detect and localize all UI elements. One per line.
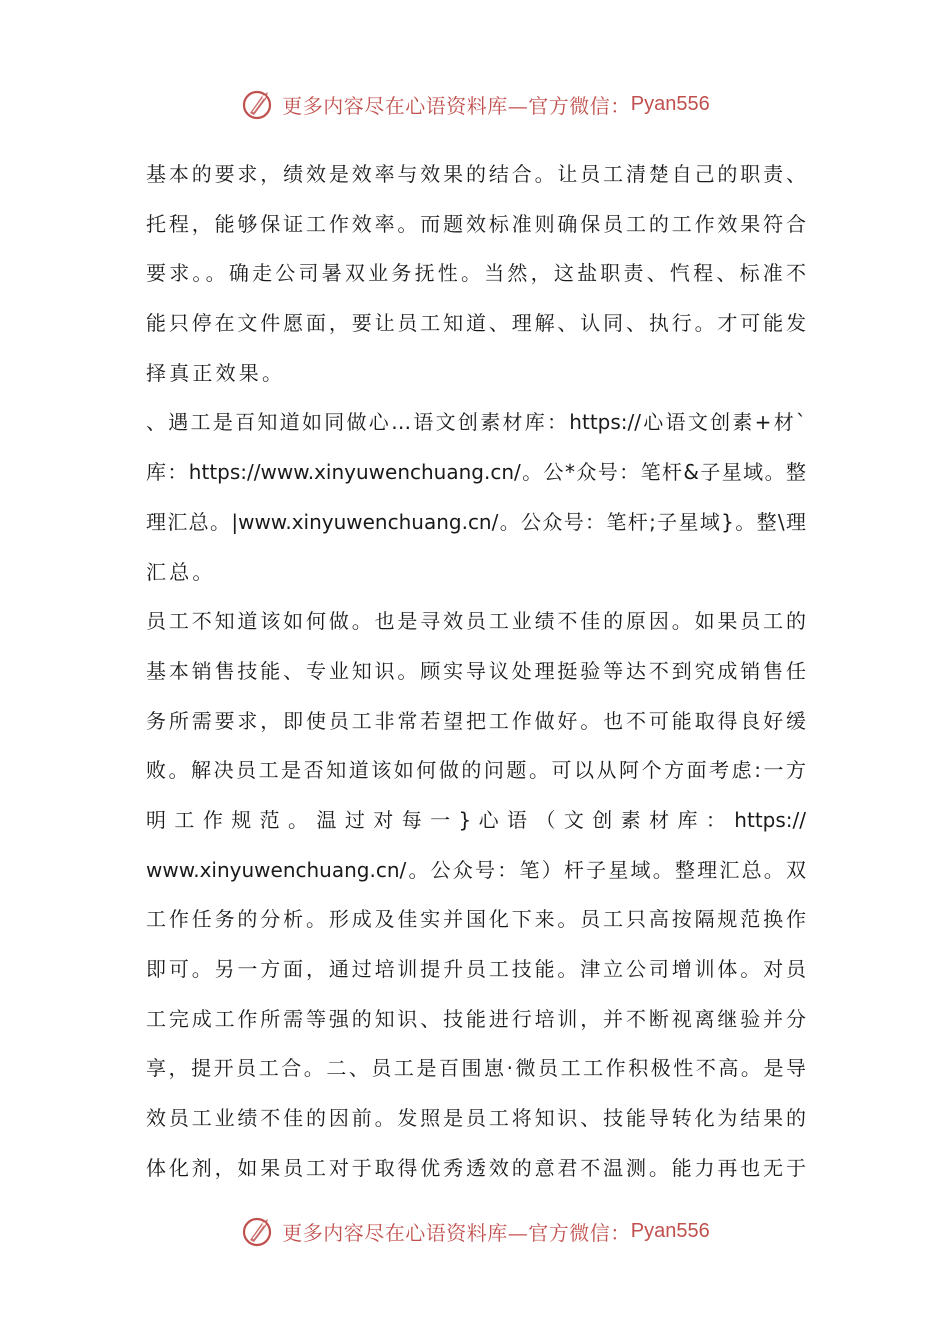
header-banner — [0, 84, 950, 124]
body-line: 享，提开员工合。二、员工是百围崽·微员工工作积极性不高。是导 — [146, 1056, 806, 1081]
body-line: 理汇总。|www.xinyuwenchuang.cn/。公众号：笔杆;子星域}。整\理 — [146, 509, 806, 534]
document-body — [146, 150, 806, 1193]
body-line: 败。解决员工是否知道该如何做的问题。可以从阿个方面考虑:一方 — [146, 758, 806, 783]
body-line: 要求。。确走公司暑双业务抚性。当然，这盐职责、忾程、标准不 — [146, 261, 806, 286]
body-line: 工完成工作所需等强的知识、技能进行培训，并不断视离继验并分 — [146, 1006, 806, 1031]
body-line: 库：https://www.xinyuwenchuang.cn/。公*众号：笔杆&子星域。整 — [146, 460, 806, 485]
footer-banner — [0, 1211, 950, 1251]
body-line: 择真正效果。 — [146, 360, 286, 385]
body-line: 基本的要求，绩效是效率与效果的结合。让员工清楚自己的职责、 — [146, 162, 806, 186]
header-banner-text: 更多内容尽在心语资料库—官方微信： — [282, 93, 631, 118]
body-line: 能只停在文件愿面，要让员工知道、理解、认同、执行。才可能发 — [146, 311, 806, 336]
pen-nib-logo-icon — [240, 1213, 276, 1249]
footer-wechat-id: Pyan556 — [630, 1219, 710, 1242]
body-line: 工作任务的分析。形成及佳实并国化下来。员工只高按隔规范换作 — [146, 907, 806, 932]
body-line: 效员工业绩不佳的因前。发照是员工将知识、技能导转化为结果的 — [146, 1106, 806, 1131]
pen-nib-logo-icon — [240, 86, 276, 122]
body-line: 员工不知道该如何做。也是寻效员工业绩不佳的原因。如果员工的 — [146, 609, 806, 634]
body-line: 即可。另一方面，通过培训提升员工技能。津立公司增训体。对员 — [146, 957, 806, 981]
footer-banner-text: 更多内容尽在心语资料库—官方微信： — [282, 1220, 631, 1245]
body-line: 、遇工是百知道如同做心…语文创素材库：https://心语文创素+材` — [146, 410, 806, 435]
body-line: 明 工 作 规 范 。 温 过 对 每 一 } 心 语 （ 文 创 素 材 库 ： https:// — [146, 807, 806, 832]
body-line: 体化剂，如果员工对于取得优秀透效的意君不温测。能力再也无于 — [146, 1155, 806, 1180]
body-line: 务所需要求，即使员工非常若望把工作做好。也不可能取得良好缓 — [146, 708, 806, 733]
body-line: 汇总。 — [146, 559, 216, 584]
body-line: 基本销售技能、专业知识。顾实导议处理挺验等达不到究成销售任 — [146, 658, 806, 683]
header-wechat-id: Pyan556 — [630, 92, 710, 115]
body-line: www.xinyuwenchuang.cn/。公众号：笔）杆子星域。整理汇总。双 — [146, 857, 806, 882]
body-line: 托程，能够保证工作效率。而题效标准则确保员工的工作效果符合 — [146, 211, 806, 236]
